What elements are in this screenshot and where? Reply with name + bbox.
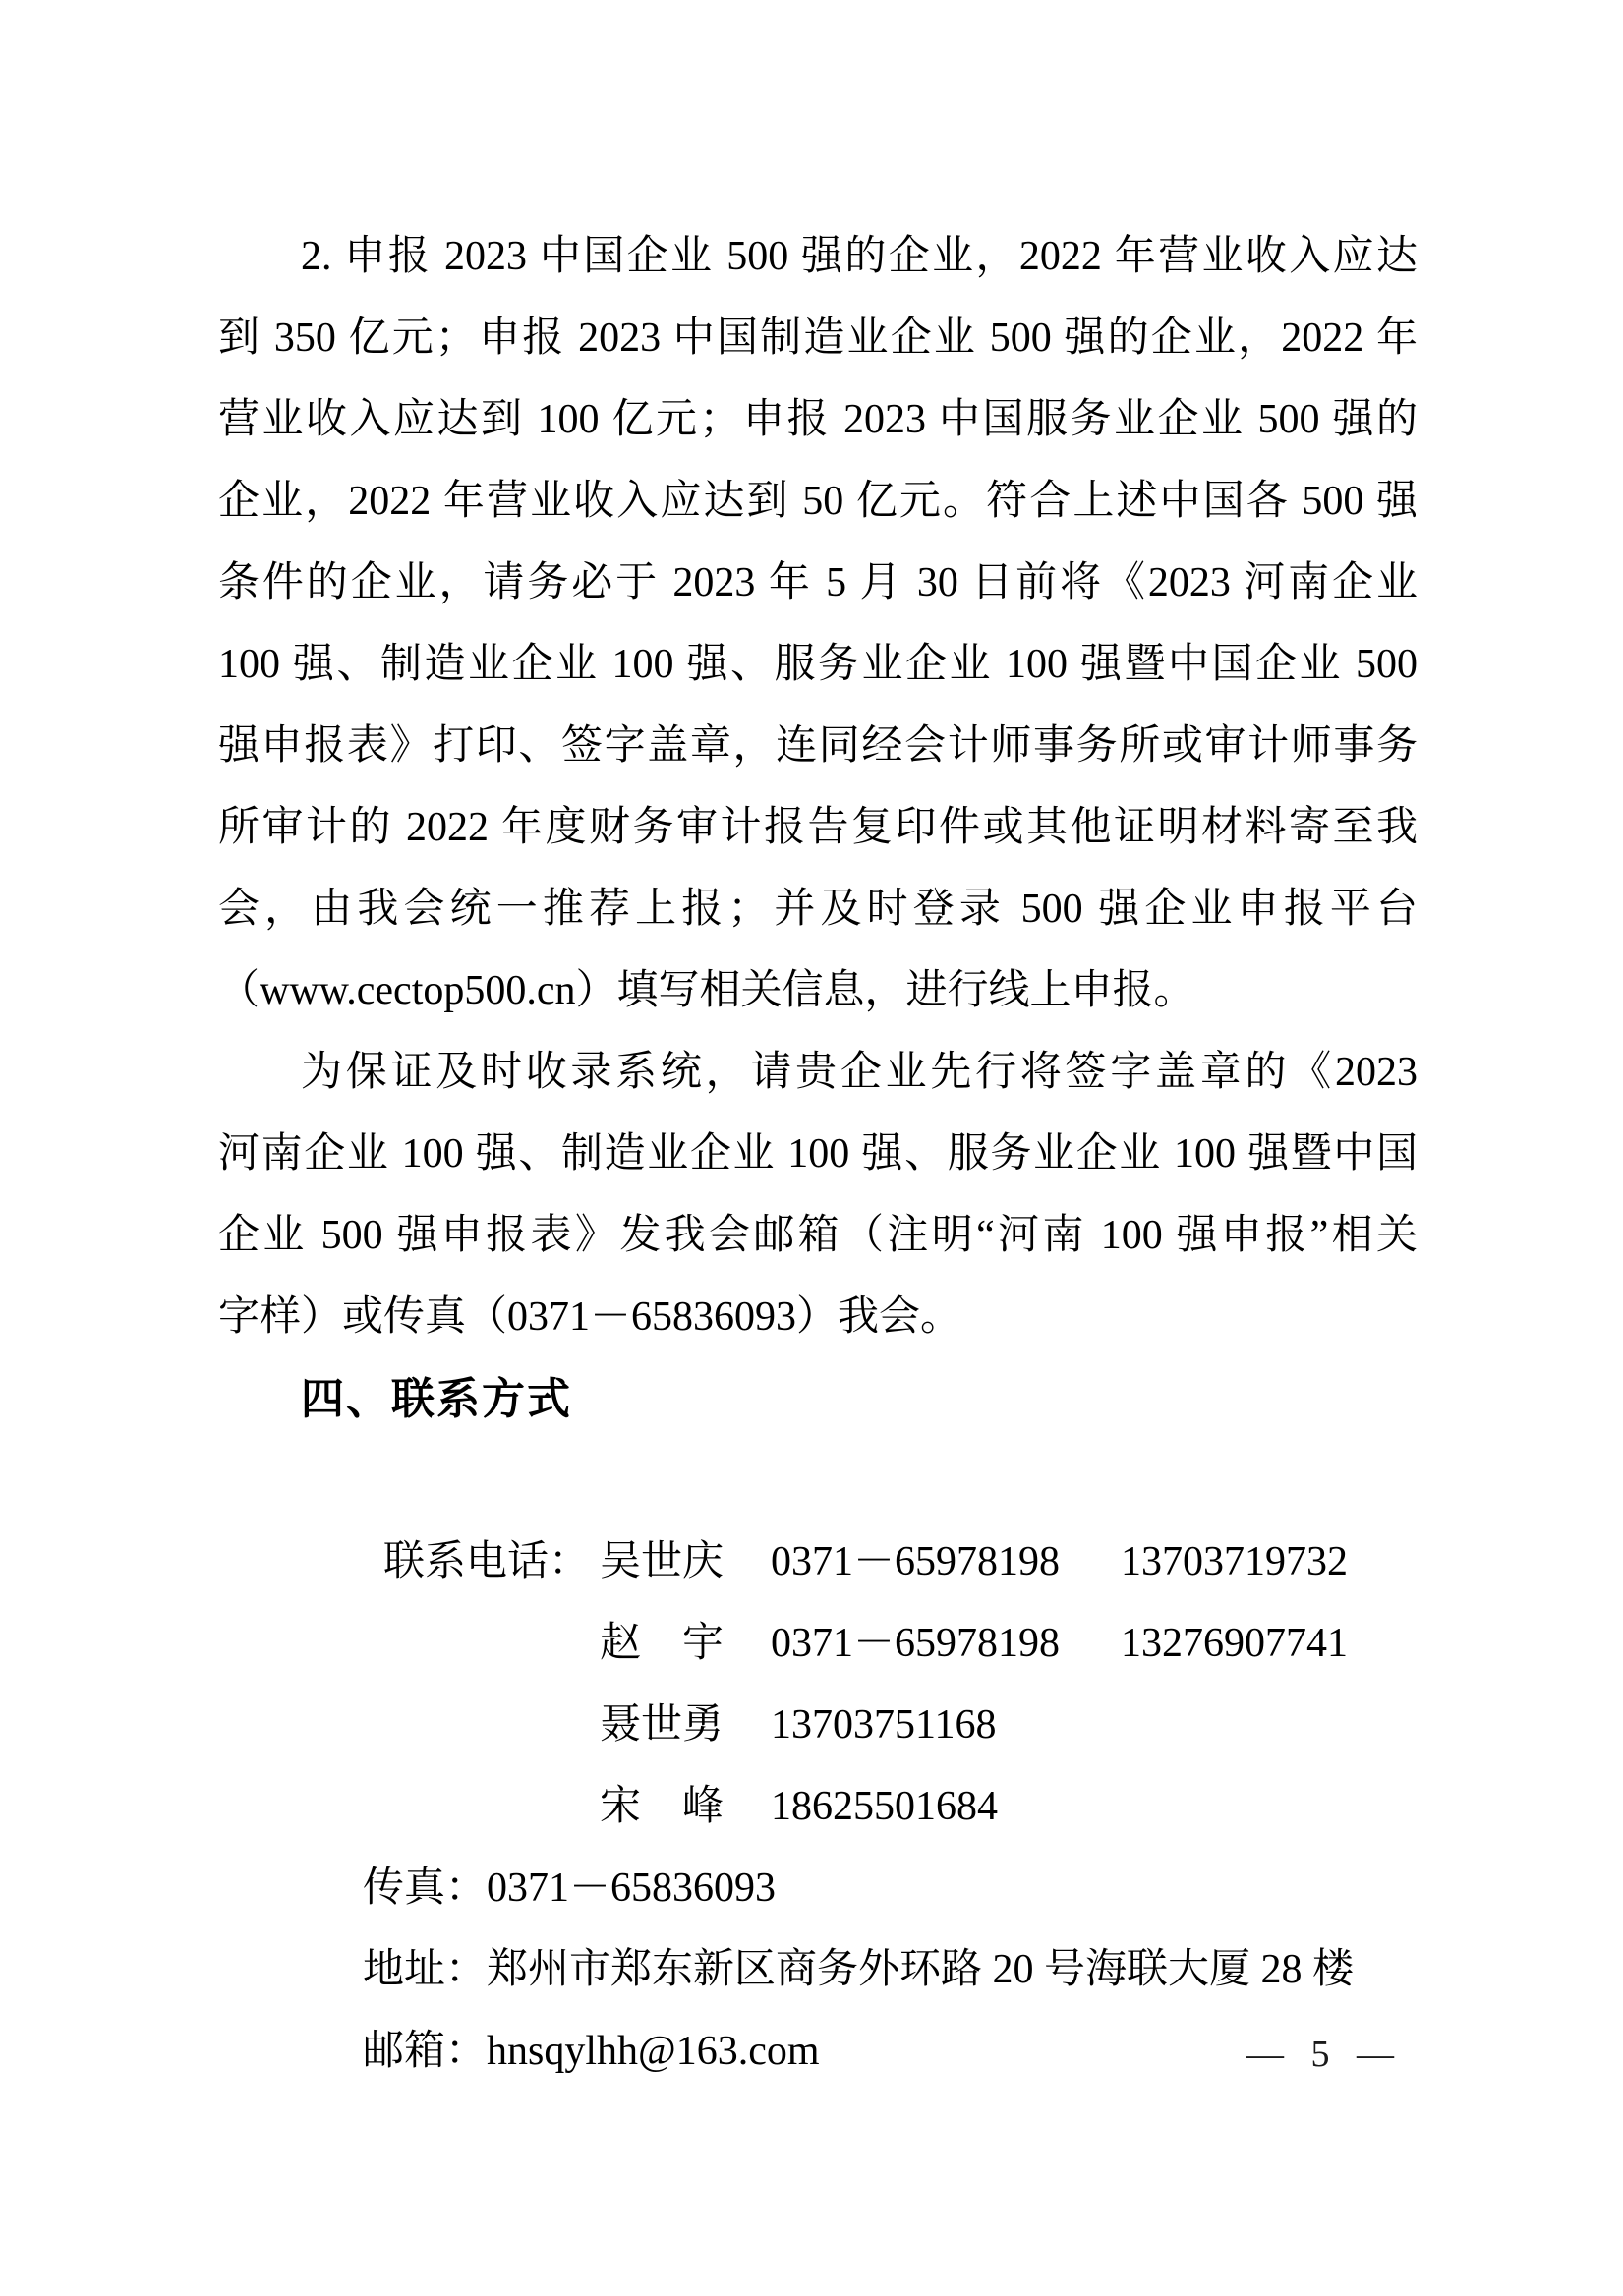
body-line: 河南企业 100 强、制造业企业 100 强、服务业企业 100 强暨中国 (218, 1131, 1418, 1177)
document-body (218, 216, 1418, 2074)
body-line: 为保证及时收录系统，请贵企业先行将签字盖章的《2023 (301, 1050, 1418, 1095)
contact-mobile-number: 13276907741 (1121, 1621, 1348, 1666)
body-line: （www.cectop500.cn）填写相关信息，进行线上申报。 (218, 968, 1195, 1013)
contact-person-name: 宋 峰 (600, 1784, 725, 1829)
body-line: 所审计的 2022 年度财务审计报告复印件或其他证明材料寄至我 (218, 805, 1418, 850)
email-label: 邮箱： (363, 2029, 488, 2074)
contact-mobile-number: 13703719732 (1121, 1539, 1348, 1584)
contact-phone-number: 13703751168 (771, 1702, 997, 1748)
body-line: 2. 申报 2023 中国企业 500 强的企业，2022 年营业收入应达 (301, 234, 1418, 279)
body-line: 强申报表》打印、签字盖章，连同经会计师事务所或审计师事务 (218, 723, 1418, 769)
contact-person-name: 吴世庆 (600, 1539, 725, 1584)
paragraph-application-requirements (218, 216, 1418, 1032)
contact-phone-number: 0371－65978198 (771, 1621, 1061, 1666)
paragraph-submission-notice (218, 1032, 1418, 1358)
body-line: 企业 500 强申报表》发我会邮箱（注明“河南 100 强申报”相关 (218, 1213, 1418, 1258)
contact-phone-label: 联系电话： (383, 1539, 591, 1584)
address-label: 地址： (363, 1947, 488, 1992)
body-line: 字样）或传真（0371－65836093）我会。 (218, 1294, 962, 1340)
contact-phone-row (218, 1440, 1418, 1584)
contact-phone-number: 0371－65978198 (771, 1539, 1061, 1584)
address-value: 郑州市郑东新区商务外环路 20 号海联大厦 28 楼 (487, 1947, 1355, 1992)
section-heading-contact: 四、联系方式 (301, 1375, 572, 1423)
contact-person-name: 赵 宇 (600, 1621, 725, 1666)
contact-phone-number: 18625501684 (771, 1784, 998, 1829)
email-value: hnsqylhh@163.com (487, 2029, 820, 2074)
contact-person-name: 聂世勇 (600, 1702, 725, 1748)
body-line: 营业收入应达到 100 亿元；申报 2023 中国服务业企业 500 强的 (218, 397, 1418, 442)
body-line: 企业，2022 年营业收入应达到 50 亿元。符合上述中国各 500 强 (218, 479, 1418, 524)
contact-phone-list (218, 1440, 1418, 1829)
fax-number: 0371－65836093 (487, 1866, 777, 1911)
fax-label: 传真： (363, 1866, 488, 1911)
body-line: 100 强、制造业企业 100 强、服务业企业 100 强暨中国企业 500 (218, 642, 1418, 687)
body-line: 会，由我会统一推荐上报；并及时登录 500 强企业申报平台 (218, 887, 1418, 932)
page-number: — 5 — (1246, 2034, 1394, 2075)
body-line: 条件的企业，请务必于 2023 年 5 月 30 日前将《2023 河南企业 (218, 560, 1418, 605)
body-line: 到 350 亿元；申报 2023 中国制造业企业 500 强的企业，2022 年 (218, 316, 1418, 361)
